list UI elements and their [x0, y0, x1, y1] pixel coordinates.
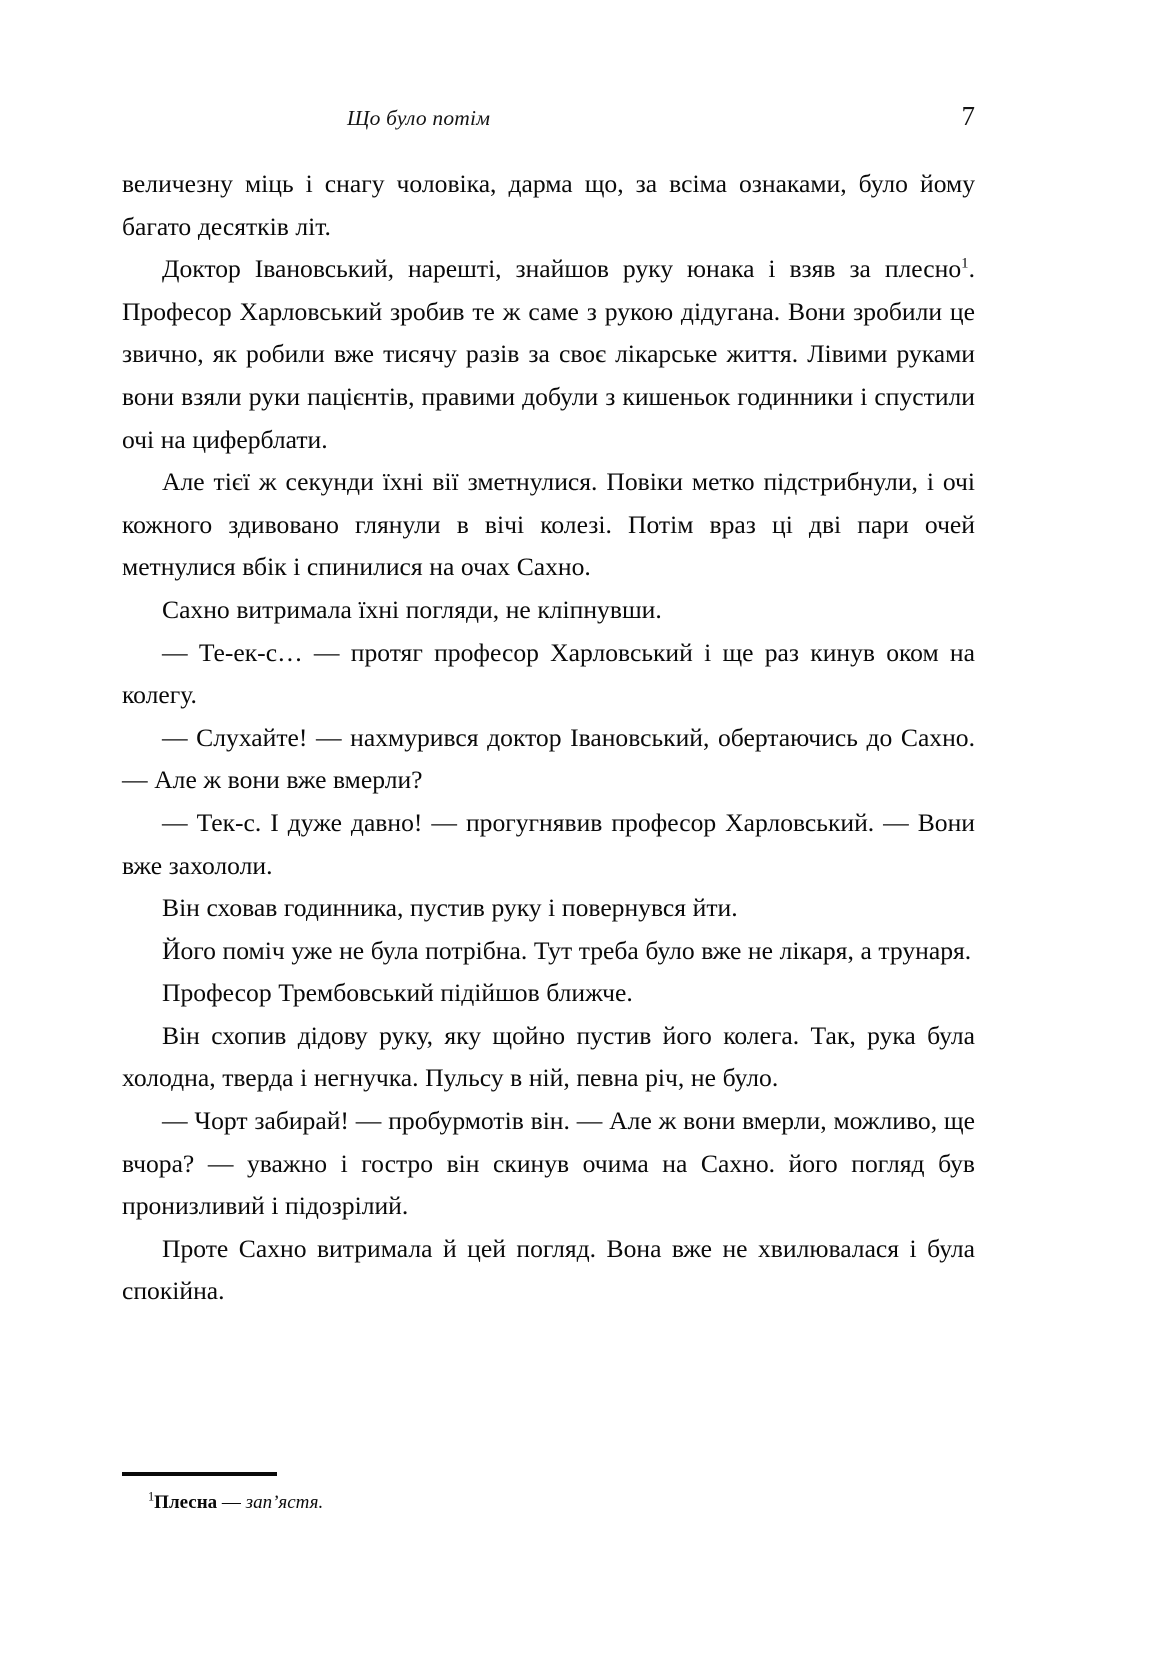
paragraph: Він схопив дідову руку, яку щойно пустив його колега. Так, рука була холодна, тверда і негнучка. Пульсу в ній, певна річ, не було.	[122, 1020, 975, 1093]
footnote-term: Плесна	[154, 1492, 218, 1513]
paragraph-dialogue: — Те-ек-с… — протяг професор Харловський і ще раз кинув оком на колегу.	[122, 637, 975, 710]
paragraph: Він сховав годинника, пустив руку і повернувся йти.	[162, 893, 738, 923]
footnote-entry	[122, 1490, 975, 1516]
paragraph-dialogue: — Слухайте! — нахмурився доктор Івановський, обертаючись до Сахно. — Але ж вони вже вмерли?	[122, 722, 975, 795]
paragraph: Його поміч уже не була потрібна. Тут треба було вже не лікаря, а трунаря.	[162, 935, 972, 965]
paragraph: Але тієї ж секунди їхні вії зметнулися. Повіки метко підстрибнули, і очі кожного здивовано глянули в вічі колезі. Потім враз ці дві пари очей метнулися вбік і спинилися на очах Сахно.	[122, 467, 975, 582]
paragraph: Професор Трембовський підійшов ближче.	[162, 978, 633, 1008]
paragraph	[122, 248, 975, 461]
page-number: 7	[961, 101, 975, 131]
footnote-block	[122, 1472, 975, 1516]
footnote-reference[interactable]: 1	[961, 255, 969, 272]
paragraph-text-part: Доктор Івановський, нарешті, знайшов руку юнака і взяв за плесно	[162, 254, 962, 284]
footnote-number: 1	[148, 1489, 155, 1504]
paragraph-text-part: . Професор Харловський зробив те ж саме з рукою дідугана. Вони зробили це звично, як робили вже тисячу разів за своє лікарське життя. Лівими руками вони взяли руки пацієнтів, правими добули з кишеньок годинники і спустили очі на циферблати.	[122, 254, 975, 454]
paragraph-dialogue: — Чорт забирай! — пробурмотів він. — Але ж вони вмерли, можливо, ще вчора? — уважно і гостро він скинув очима на Сахно. його погляд був пронизливий і підозрілий.	[122, 1106, 975, 1221]
footnote-dash: —	[217, 1492, 246, 1513]
body-text-column	[122, 163, 975, 1313]
running-head-title: Що було потім	[347, 106, 491, 130]
paragraph-dialogue: — Тек-с. І дуже давно! — прогугнявив професор Харловський. — Вони вже захололи.	[122, 807, 975, 880]
paragraph: Проте Сахно витримала й цей погляд. Вона вже не хвилювалася і була спокійна.	[122, 1233, 975, 1306]
footnote-separator-rule	[122, 1472, 277, 1476]
paragraph: Сахно витримала їхні погляди, не кліпнувши.	[162, 594, 662, 624]
paragraph: величезну міць і снагу чоловіка, дарма що, за всіма ознаками, було йому багато десятків літ.	[122, 169, 975, 241]
footnote-gloss: зап’ястя.	[245, 1492, 324, 1513]
running-head	[122, 103, 975, 137]
